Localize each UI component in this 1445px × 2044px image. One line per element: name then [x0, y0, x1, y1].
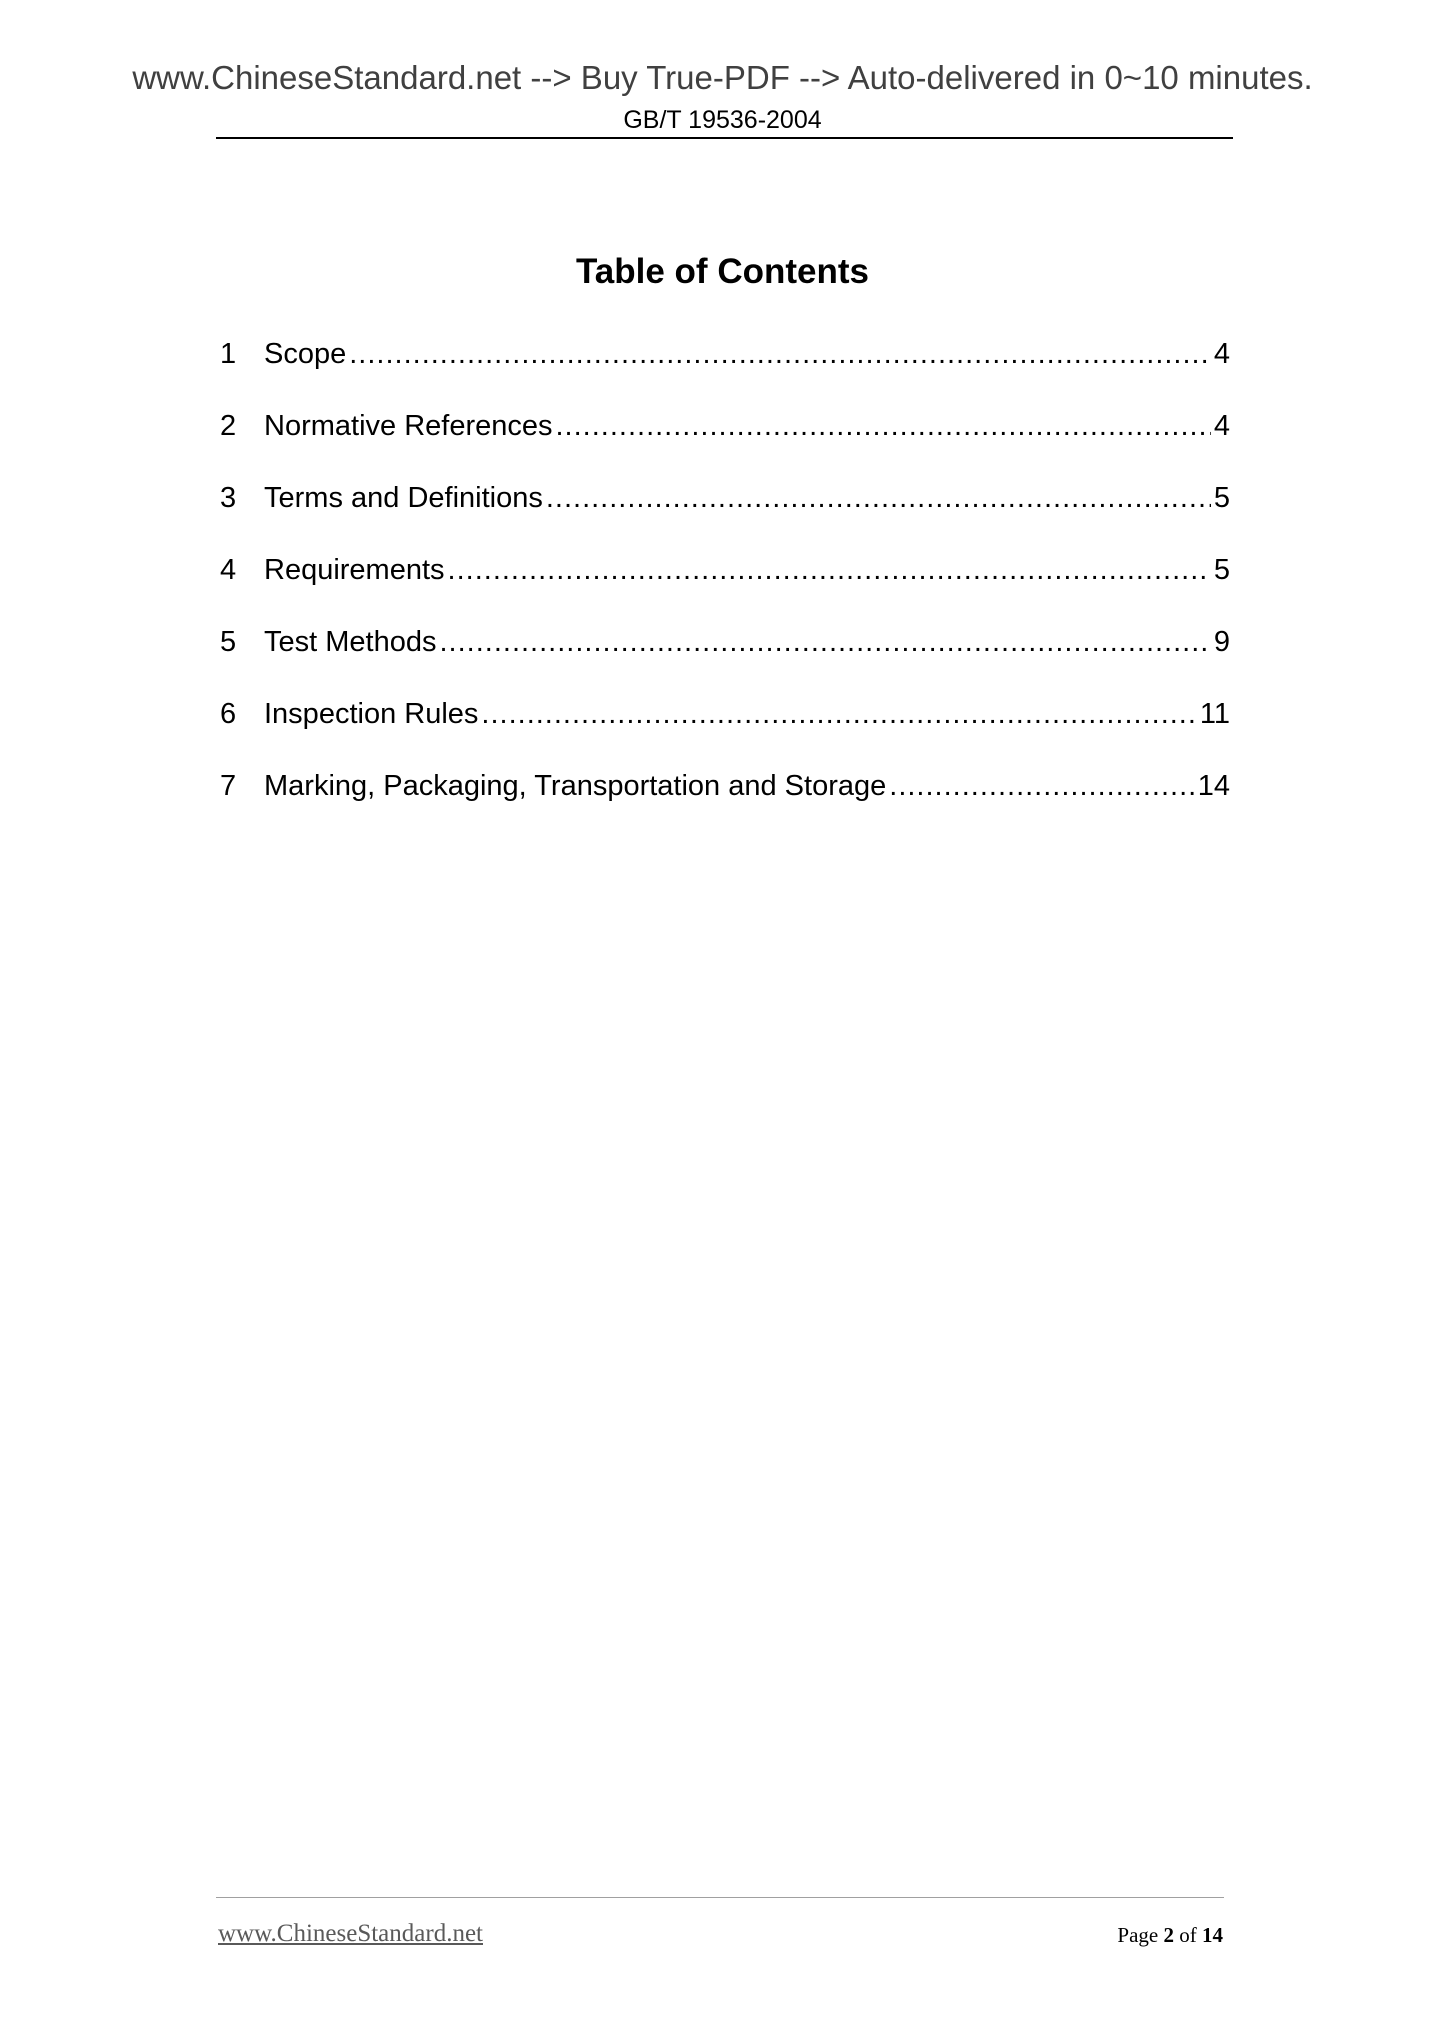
- toc-entry-normative-references[interactable]: [220, 406, 1230, 478]
- toc-title: Table of Contents: [576, 252, 869, 291]
- toc-dot-leader: [889, 766, 1194, 806]
- toc-dot-leader: [448, 550, 1211, 590]
- toc-entry-page: 5: [1213, 554, 1230, 586]
- toc-dot-leader: [556, 406, 1211, 446]
- toc-entry-label: Terms and Definitions: [264, 482, 543, 514]
- toc-entry-label: Scope: [264, 338, 347, 370]
- header-divider: [216, 137, 1233, 139]
- toc-entry-number: 1: [220, 338, 237, 370]
- page-indicator: [1117, 1921, 1223, 1949]
- toc-entry-marking-packaging[interactable]: [220, 766, 1230, 838]
- page-of: of: [1179, 1923, 1197, 1947]
- page-current: 2: [1163, 1923, 1174, 1947]
- toc-dot-leader: [481, 694, 1196, 734]
- toc-dot-leader: [546, 478, 1211, 518]
- toc-entry-number: 6: [220, 698, 237, 730]
- toc-entry-page: 5: [1213, 482, 1230, 514]
- toc-entry-test-methods[interactable]: [220, 622, 1230, 694]
- toc-entry-label: Test Methods: [264, 626, 437, 658]
- toc-entry-number: 3: [220, 482, 237, 514]
- toc-entry-page: 4: [1213, 410, 1230, 442]
- toc-entry-page: 11: [1199, 698, 1230, 730]
- toc-entry-label: Requirements: [264, 554, 445, 586]
- toc-entry-page: 9: [1213, 626, 1230, 658]
- toc-entry-number: 5: [220, 626, 237, 658]
- footer-divider: [216, 1897, 1224, 1898]
- toc-entry-terms-and-definitions[interactable]: [220, 478, 1230, 550]
- footer-site-link[interactable]: www.ChineseStandard.net: [218, 1920, 483, 1947]
- toc-entry-page: 14: [1197, 770, 1230, 802]
- toc-entry-label: Inspection Rules: [264, 698, 479, 730]
- toc-entry-number: 2: [220, 410, 237, 442]
- toc-dot-leader: [349, 334, 1211, 374]
- toc-entry-scope[interactable]: [220, 334, 1230, 406]
- page-prefix: Page: [1117, 1923, 1159, 1947]
- toc-entry-page: 4: [1213, 338, 1230, 370]
- toc-entry-number: 4: [220, 554, 237, 586]
- table-of-contents: [220, 334, 1230, 838]
- toc-entry-inspection-rules[interactable]: [220, 694, 1230, 766]
- toc-entry-label: Marking, Packaging, Transportation and Storage: [264, 770, 887, 802]
- page-total: 14: [1202, 1923, 1223, 1947]
- toc-entry-requirements[interactable]: [220, 550, 1230, 622]
- site-banner: www.ChineseStandard.net --> Buy True-PDF --> Auto-delivered in 0~10 minutes.: [132, 59, 1313, 96]
- toc-entry-number: 7: [220, 770, 237, 802]
- toc-dot-leader: [439, 622, 1210, 662]
- toc-entry-label: Normative References: [264, 410, 553, 442]
- document-code: GB/T 19536-2004: [623, 106, 822, 134]
